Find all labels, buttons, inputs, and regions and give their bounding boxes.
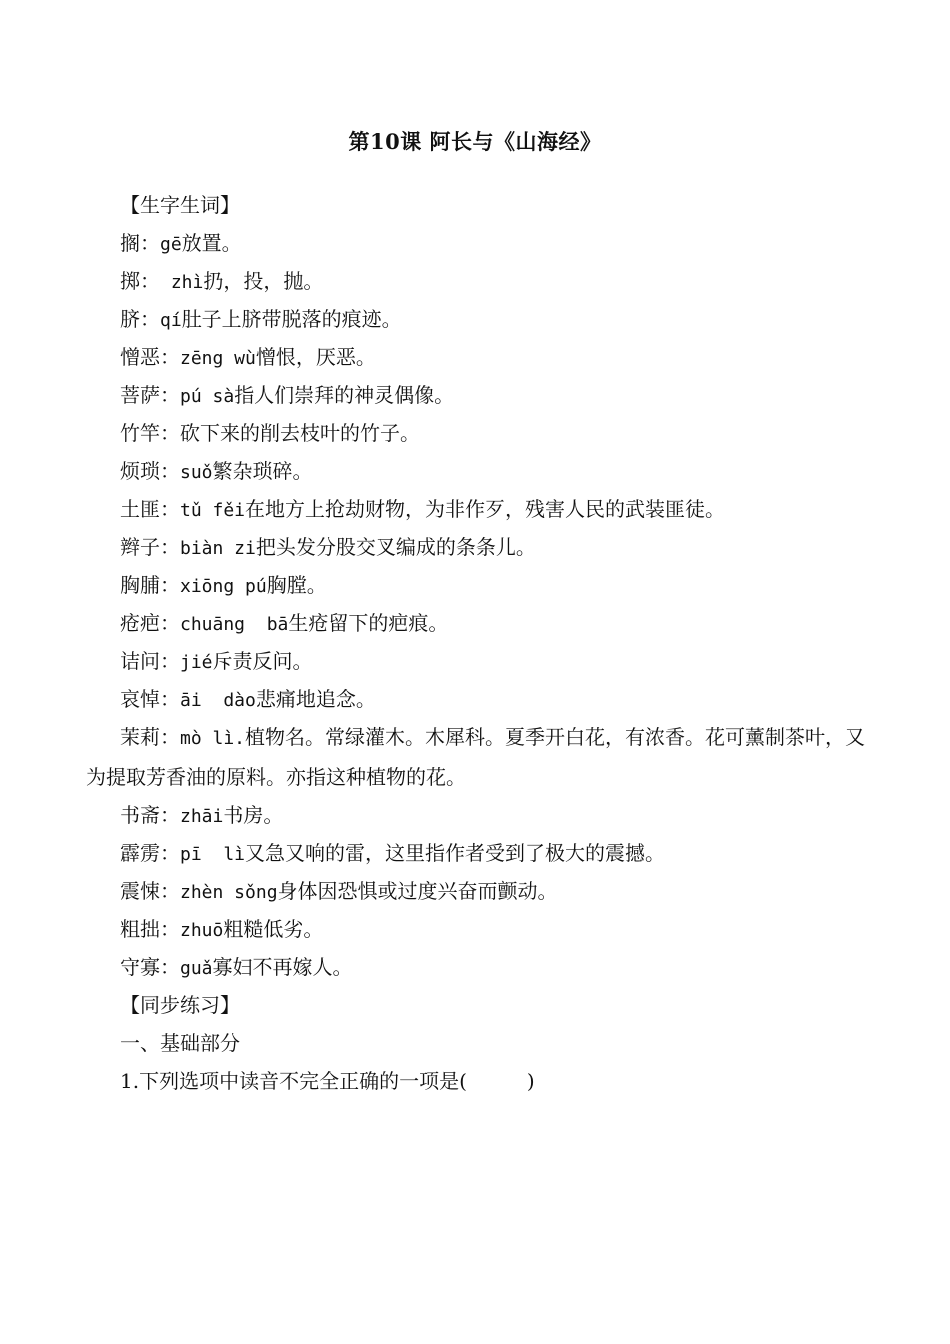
vocab-definition: 繁杂琐碎。	[212, 459, 313, 483]
vocab-pinyin: jié	[180, 652, 213, 673]
vocab-word: 诘问：	[120, 649, 180, 673]
vocab-pinyin: mò lì.	[180, 728, 246, 749]
vocab-pinyin: gē	[160, 234, 182, 255]
vocab-pinyin: zēng wù	[180, 348, 256, 369]
vocab-entry	[86, 566, 866, 604]
vocab-definition: 砍下来的削去枝叶的竹子。	[180, 421, 420, 445]
vocab-definition: 植物名。常绿灌木。木犀科。夏季开白花，有浓香。花可薰制茶叶，又为提取芳香油的原料。亦指这种植物的花。	[86, 725, 866, 789]
vocab-definition: 身体因恐惧或过度兴奋而颤动。	[277, 879, 558, 903]
vocab-word: 书斋：	[120, 803, 180, 827]
vocab-entry	[86, 910, 866, 948]
vocab-definition: 放置。	[181, 231, 242, 255]
lesson-title: 第10课 阿长与《山海经》	[348, 129, 602, 154]
vocab-entry-molihua	[86, 718, 866, 796]
vocab-entry	[86, 490, 866, 528]
vocab-word: 霹雳：	[120, 841, 180, 865]
vocab-word: 粗拙：	[120, 917, 180, 941]
vocab-definition: 扔，投，抛。	[203, 269, 324, 293]
vocab-word: 竹竿：	[120, 421, 180, 445]
vocab-entry	[86, 642, 866, 680]
vocab-definition: 肚子上脐带脱落的痕迹。	[181, 307, 402, 331]
vocab-entry	[86, 452, 866, 490]
vocab-word: 烦琐：	[120, 459, 180, 483]
vocab-word: 菩萨：	[120, 383, 180, 407]
vocab-pinyin: zhèn sǒng	[180, 882, 278, 903]
vocab-pinyin: suǒ	[180, 462, 213, 483]
vocab-pinyin: āi dào	[180, 690, 256, 711]
vocab-entry	[86, 376, 866, 414]
vocab-word: 搁：	[120, 231, 160, 255]
vocab-definition: 胸膛。	[266, 573, 327, 597]
vocab-definition: 生疮留下的疤痕。	[288, 611, 449, 635]
vocab-pinyin: pú sà	[180, 386, 235, 407]
section-heading-vocab: 【生字生词】	[120, 193, 240, 217]
vocab-word: 茉莉：	[120, 725, 180, 749]
vocab-pinyin: xiōng pú	[180, 576, 267, 597]
vocab-entry	[86, 262, 866, 300]
vocab-definition: 指人们崇拜的神灵偶像。	[234, 383, 455, 407]
vocab-entry	[86, 872, 866, 910]
vocab-pinyin: zhāi	[180, 806, 224, 827]
vocab-definition: 悲痛地追念。	[255, 687, 376, 711]
vocab-word: 震悚：	[120, 879, 180, 903]
subsection-heading: 一、基础部分	[120, 1031, 240, 1055]
vocab-word: 土匪：	[120, 497, 180, 521]
vocab-entry	[86, 604, 866, 642]
vocab-list	[86, 224, 866, 718]
vocab-pinyin: tǔ fěi	[180, 500, 246, 521]
vocab-word: 疮疤：	[120, 611, 180, 635]
document-body	[86, 186, 866, 1100]
vocab-pinyin: biàn zi	[180, 538, 256, 559]
vocab-word: 守寡：	[120, 955, 180, 979]
vocab-entry	[86, 300, 866, 338]
vocab-entry	[86, 224, 866, 262]
vocab-pinyin: pī lì	[180, 844, 246, 865]
vocab-word: 脐：	[120, 307, 160, 331]
vocab-word: 掷：	[120, 269, 160, 293]
vocab-word: 哀悼：	[120, 687, 180, 711]
vocab-entry	[86, 528, 866, 566]
vocab-definition: 憎恨，厌恶。	[255, 345, 376, 369]
vocab-word: 憎恶：	[120, 345, 180, 369]
vocab-word: 胸脯：	[120, 573, 180, 597]
vocab-entry	[86, 338, 866, 376]
vocab-definition: 把头发分股交叉编成的条条儿。	[255, 535, 536, 559]
vocab-pinyin: chuāng bā	[180, 614, 289, 635]
vocab-definition: 斥责反问。	[212, 649, 313, 673]
vocab-list-continued	[86, 796, 866, 986]
vocab-definition: 书房。	[223, 803, 284, 827]
vocab-entry	[86, 414, 866, 452]
vocab-definition: 又急又响的雷，这里指作者受到了极大的震撼。	[245, 841, 666, 865]
section-heading-practice: 【同步练习】	[120, 993, 240, 1017]
vocab-pinyin: guǎ	[180, 958, 213, 979]
vocab-pinyin: zhì	[160, 272, 204, 293]
vocab-entry	[86, 948, 866, 986]
question-1: 1.下列选项中读音不完全正确的一项是( )	[120, 1069, 535, 1093]
vocab-pinyin: qí	[160, 310, 182, 331]
vocab-pinyin: zhuō	[180, 920, 224, 941]
vocab-definition: 在地方上抢劫财物，为非作歹，残害人民的武装匪徒。	[245, 497, 726, 521]
vocab-definition: 粗糙低劣。	[223, 917, 324, 941]
vocab-word: 辫子：	[120, 535, 180, 559]
vocab-entry	[86, 796, 866, 834]
vocab-entry	[86, 834, 866, 872]
vocab-definition: 寡妇不再嫁人。	[212, 955, 353, 979]
vocab-entry	[86, 680, 866, 718]
